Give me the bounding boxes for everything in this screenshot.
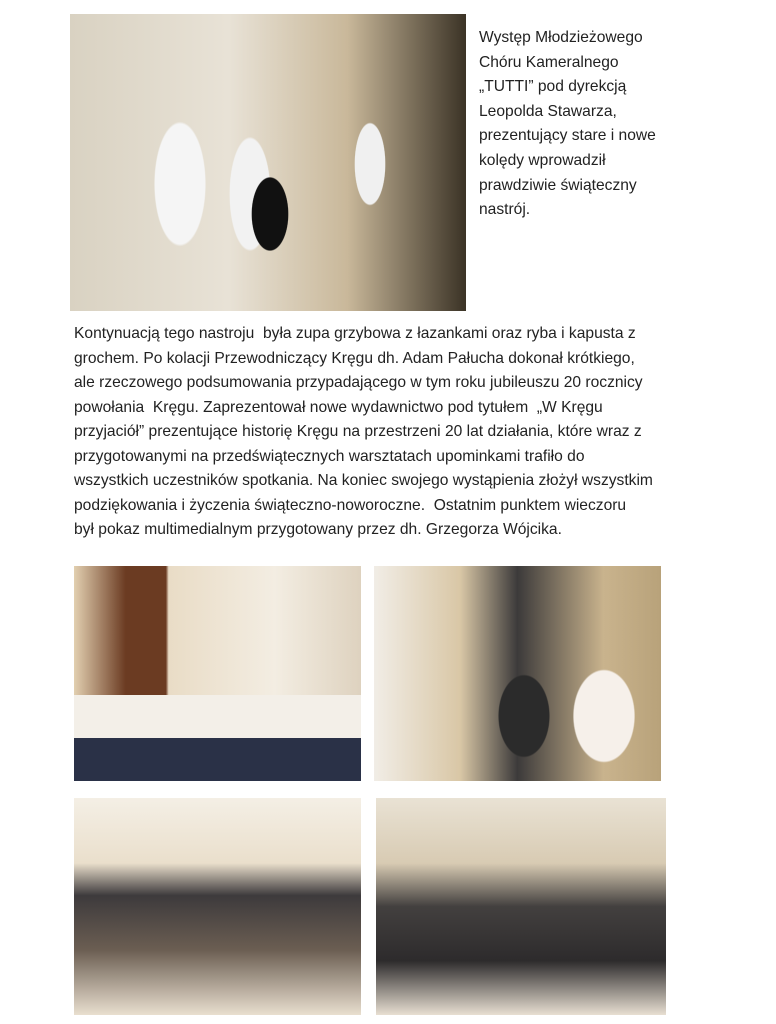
caption-line: kolędy wprowadził (479, 151, 606, 169)
caption-line: Leopolda Stawarza, (479, 102, 617, 120)
body-paragraph (74, 322, 653, 543)
photo-banquet-hall-left (74, 798, 361, 1015)
paragraph-line: ale rzeczowego podsumowania przypadającego w tym roku jubileuszu 20 rocznicy (74, 374, 643, 391)
caption-line: nastrój. (479, 201, 531, 219)
photo-guests-smiling (374, 566, 661, 781)
photo-speaker-at-tables (74, 566, 361, 781)
paragraph-line: Kontynuacją tego nastroju była zupa grzybowa z łazankami oraz ryba i kapusta z (74, 325, 636, 342)
paragraph-line: podziękowania i życzenia świąteczno-noworoczne. Ostatnim punktem wieczoru (74, 496, 627, 514)
caption-line: Występ Młodzieżowego (479, 29, 643, 46)
caption-line: Chóru Kameralnego (479, 53, 619, 71)
photo-choir-performance (70, 14, 466, 311)
caption-line: prawdziwie świąteczny (479, 176, 637, 194)
caption-line: prezentujący stare i nowe (479, 127, 656, 145)
paragraph-line: wszystkich uczestników spotkania. Na koniec swojego wystąpienia złożył wszystkim (74, 472, 653, 489)
paragraph-line: przygotowanymi na przedświątecznych warsztatach upominkami trafiło do (74, 447, 585, 465)
paragraph-line: przyjaciół” prezentujące historię Kręgu na przestrzeni 20 lat działania, które wraz z (74, 423, 642, 440)
paragraph-line: był pokaz multimedialnym przygotowany przez dh. Grzegorza Wójcika. (74, 521, 562, 538)
paragraph-line: grochem. Po kolacji Przewodniczący Kręgu dh. Adam Pałucha dokonał krótkiego, (74, 349, 635, 367)
caption-line: „TUTTI” pod dyrekcją (479, 78, 627, 96)
paragraph-line: powołania Kręgu. Zaprezentował nowe wydawnictwo pod tytułem „W Kręgu (74, 398, 603, 416)
photo-banquet-hall-right (376, 798, 666, 1015)
choir-caption (479, 26, 656, 223)
